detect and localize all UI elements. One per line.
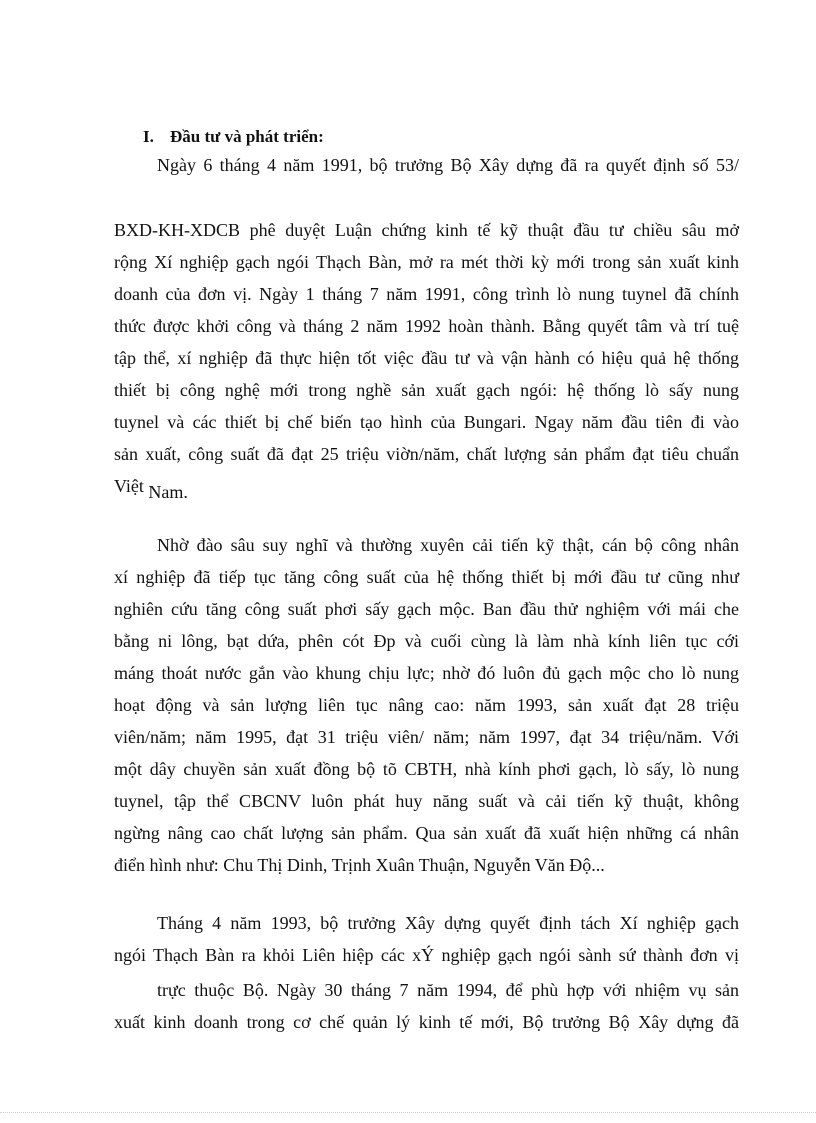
paragraph-1-last-line bbox=[114, 475, 739, 502]
paragraph-2-line: Nhờ đào sâu suy nghĩ và thường xuyên cải tiến kỹ thật, cán bộ công nhân bbox=[157, 535, 739, 555]
paragraph-1-line: tuynel và các thiết bị chế biến tạo hình của Bungari. Ngay năm đầu tiên đi vào bbox=[114, 412, 739, 432]
paragraph-2-line: xí nghiệp đã tiếp tục tăng công suất của hệ thống thiết bị mới đầu tư cũng như bbox=[114, 567, 739, 587]
paragraph-2-line: hoạt động và sản lượng liên tục nâng cao: năm 1993, sản xuất đạt 28 triệu bbox=[114, 695, 739, 715]
paragraph-1-line: BXD-KH-XDCB phê duyệt Luận chứng kinh tế kỹ thuật đầu tư chiều sâu mở bbox=[114, 220, 739, 240]
paragraph-1-line: sản xuất, công suất đã đạt 25 triệu viờn/năm, chất lượng sản phẩm đạt tiêu chuẩn bbox=[114, 444, 739, 464]
paragraph-1-line: Ngày 6 tháng 4 năm 1991, bộ trưởng Bộ Xây dựng đã ra quyết định số 53/ bbox=[157, 155, 739, 175]
paragraph-2-line: điển hình như: Chu Thị Dinh, Trịnh Xuân Thuận, Nguyễn Văn Độ... bbox=[114, 855, 605, 875]
section-number: I. bbox=[143, 127, 154, 146]
paragraph-1-line: tập thể, xí nghiệp đã thực hiện tốt việc đầu tư và vận hành có hiệu quả hệ thống bbox=[114, 348, 739, 368]
paragraph-1-word: Việt bbox=[114, 476, 144, 496]
paragraph-2-line: ngừng nâng cao chất lượng sản phẩm. Qua sản xuất đã xuất hiện những cá nhân bbox=[114, 823, 739, 843]
paragraph-1-word: Nam. bbox=[148, 482, 188, 502]
paragraph-2-line: máng thoát nước gắn vào khung chịu lực; nhờ đó luôn đủ gạch mộc cho lò nung bbox=[114, 663, 739, 683]
paragraph-2-line: viên/năm; năm 1995, đạt 31 triệu viên/ năm; năm 1997, đạt 34 triệu/năm. Với bbox=[114, 727, 739, 747]
paragraph-1-line: thiết bị công nghệ mới trong nghề sản xuất gạch ngói: hệ thống lò sấy nung bbox=[114, 380, 739, 400]
paragraph-1-line: rộng Xí nghiệp gạch ngói Thạch Bàn, mở ra mét thời kỳ mới trong sản xuất kinh bbox=[114, 252, 739, 272]
paragraph-2-line: một dây chuyền sản xuất đồng bộ tõ CBTH, nhà kính phơi gạch, lò sấy, lò nung bbox=[114, 759, 739, 779]
section-title: Đầu tư và phát triển: bbox=[170, 127, 324, 146]
paragraph-2-line: nghiên cứu tăng công suất phơi sấy gạch mộc. Ban đầu thử nghiệm với mái che bbox=[114, 599, 739, 619]
paragraph-3-line: ngói Thạch Bàn ra khỏi Liên hiệp các xÝ nghiệp gạch ngói sành sứ thành đơn vị bbox=[114, 945, 739, 965]
paragraph-2-line: tuynel, tập thể CBCNV luôn phát huy năng suất và cải tiến kỹ thuật, không bbox=[114, 791, 739, 811]
section-heading bbox=[143, 127, 324, 147]
paragraph-1-line: thức được khởi công và tháng 2 năm 1992 hoàn thành. Bằng quyết tâm và trí tuệ bbox=[114, 316, 739, 336]
paragraph-3-line: Tháng 4 năm 1993, bộ trưởng Xây dựng quyết định tách Xí nghiệp gạch bbox=[157, 913, 739, 933]
paragraph-3-line: trực thuộc Bộ. Ngày 30 tháng 7 năm 1994, để phù hợp với nhiệm vụ sản bbox=[157, 980, 739, 1000]
paragraph-2-line: bằng ni lông, bạt dứa, phên cót Đp và cuối cùng là làm nhà kính liên tục cới bbox=[114, 631, 739, 651]
paragraph-1-line: doanh của đơn vị. Ngày 1 tháng 7 năm 1991, công trình lò nung tuynel đã chính bbox=[114, 284, 739, 304]
paragraph-3-line: xuất kinh doanh trong cơ chế quản lý kinh tế mới, Bộ trưởng Bộ Xây dựng đã bbox=[114, 1012, 739, 1032]
page-bottom-edge bbox=[0, 1112, 816, 1113]
